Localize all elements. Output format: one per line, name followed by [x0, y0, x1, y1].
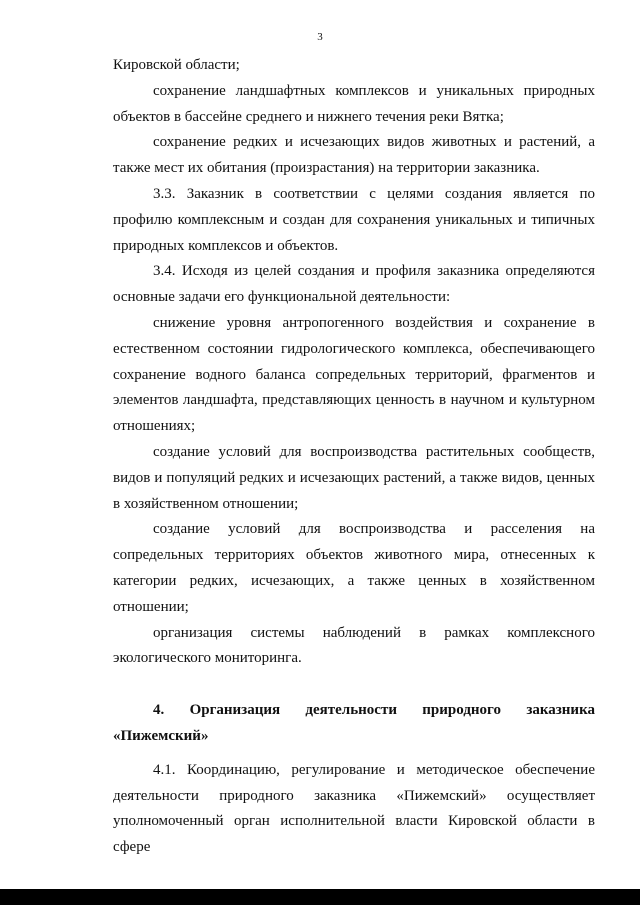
document-body [113, 53, 595, 861]
paragraph-continuation: Кировской области; [113, 57, 240, 73]
paragraph-monitoring: организация системы наблюдений в рамках комплексного экологического мониторинга. [113, 624, 595, 667]
scan-bottom-edge [0, 889, 640, 905]
section-heading: 4. Организация деятельности природного заказника «Пижемский» [113, 702, 595, 744]
paragraph-animal-reproduction: создание условий для воспроизводства и расселения на сопредельных территориях объектов животного мира, отнесенных к категории редких, исчезающих, а также ценных в хозяйственном отношении; [113, 521, 595, 615]
paragraph-landscape-preservation: сохранение ландшафтных комплексов и уникальных природных объектов в бассейне среднего и нижнего течения реки Вятка; [113, 82, 595, 125]
page-number: 3 [317, 31, 323, 43]
paragraph-4-1: 4.1. Координацию, регулирование и методическое обеспечение деятельности природного заказника «Пижемский» осуществляет уполномоченный орган исполнительной власти Кировской области в сфере [113, 761, 595, 856]
paragraph-plant-reproduction: создание условий для воспроизводства растительных сообществ, видов и популяций редких и исчезающих растений, а также видов, ценных в хозяйственном отношении; [113, 443, 595, 512]
paragraph-species-preservation: сохранение редких и исчезающих видов животных и растений, а также мест их обитания (произрастания) на территории заказника. [113, 134, 595, 177]
paragraph-3-3: 3.3. Заказник в соответствии с целями создания является по профилю комплексным и создан для сохранения уникальных и типичных природных комплексов и объектов. [113, 185, 595, 254]
paragraph-3-4: 3.4. Исходя из целей создания и профиля заказника определяются основные задачи его функциональной деятельности: [113, 263, 595, 306]
paragraph-impact-reduction: снижение уровня антропогенного воздействия и сохранение в естественном состоянии гидрологического комплекса, обеспечивающего сохранение водного баланса сопредельных территорий, фрагментов и элементов ландшафта, представляющих ценность в научном и культурном отношениях; [113, 314, 595, 435]
